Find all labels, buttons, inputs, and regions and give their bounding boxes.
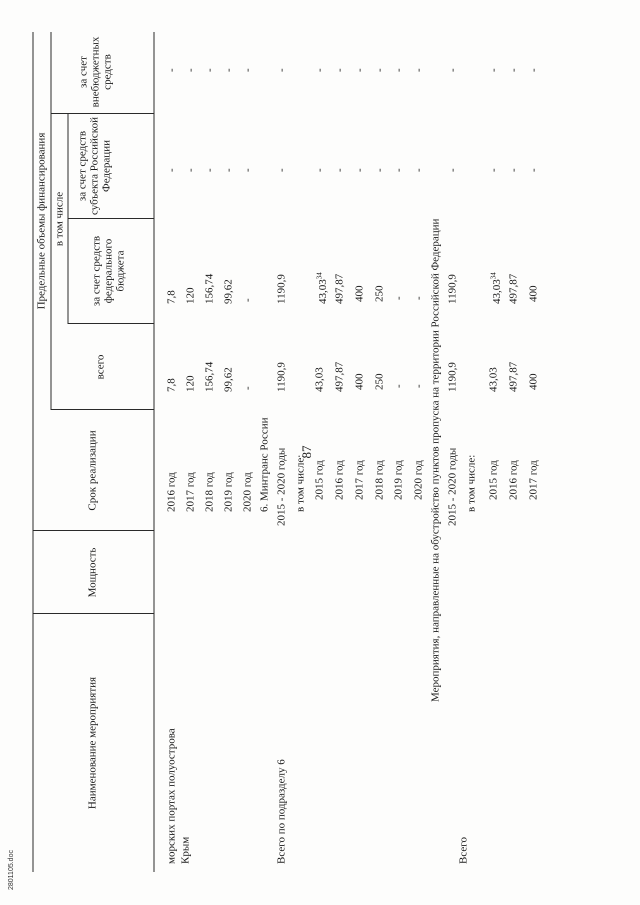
extra-cell: - (373, 68, 386, 72)
col-divider (51, 113, 154, 114)
federal-cell: 497,87 (333, 273, 346, 304)
regional-cell: - (412, 168, 425, 172)
extra-cell: - (313, 68, 326, 72)
regional-cell: - (222, 168, 235, 172)
federal-cell: 1190,9 (275, 274, 288, 304)
total-cell: 43,03 (487, 367, 500, 392)
federal-cell: 120 (184, 287, 197, 304)
extra-cell: - (241, 68, 254, 72)
total-cell: 250 (373, 373, 386, 390)
section-title: Мероприятия, направленные на обустройство пунктов пропуска на территории Российской Федерации (429, 218, 442, 702)
total-cell: 497,87 (333, 361, 346, 392)
extra-cell: - (203, 68, 216, 72)
header-bottom-rule (154, 32, 155, 872)
total-cell: 99,62 (222, 367, 235, 392)
summary-label: Всего по подразделу 6 (275, 759, 288, 864)
federal-cell: 99,62 (222, 279, 235, 304)
regional-cell: - (392, 168, 405, 172)
extra-cell: - (527, 68, 540, 72)
header-name: Наименование мероприятия (86, 676, 99, 810)
header-funding-group: Предельные объемы финансирования (35, 132, 48, 310)
federal-cell (488, 272, 504, 304)
budget-table (33, 32, 608, 872)
federal-cell: 400 (527, 285, 540, 302)
regional-cell: - (165, 168, 178, 172)
federal-value: 43,03 (491, 279, 504, 304)
header-total: всего (94, 354, 107, 380)
regional-cell: - (275, 168, 288, 172)
regional-cell: - (507, 168, 520, 172)
year-cell: 2017 год (527, 460, 540, 500)
year-cell: 2017 год (184, 472, 197, 512)
total-cell: 1190,9 (446, 362, 459, 392)
header-federal: за счет средств федерального бюджета (90, 235, 127, 307)
period-cell: 2015 - 2020 годы (446, 447, 459, 526)
including-header-rule (68, 114, 69, 324)
year-cell: 2018 год (373, 460, 386, 500)
year-cell: 2018 год (203, 472, 216, 512)
federal-cell: 250 (373, 285, 386, 302)
year-cell: 2015 год (487, 460, 500, 500)
federal-cell: - (392, 296, 405, 300)
col-divider (68, 323, 154, 324)
total-cell: 120 (184, 375, 197, 392)
extra-cell: - (222, 68, 235, 72)
file-footer: 2801105.doc (8, 850, 15, 890)
extra-cell: - (333, 68, 346, 72)
regional-cell: - (203, 168, 216, 172)
federal-cell: 497,87 (507, 273, 520, 304)
federal-cell: 400 (353, 285, 366, 302)
extra-cell: - (392, 68, 405, 72)
year-cell: 2020 год (412, 460, 425, 500)
extra-cell: - (275, 68, 288, 72)
total-cell: - (392, 384, 405, 388)
extra-cell: - (487, 68, 500, 72)
col-divider (68, 218, 154, 219)
extra-cell: - (507, 68, 520, 72)
footnote-ref: 34 (315, 272, 324, 280)
extra-cell: - (446, 68, 459, 72)
row-name: Крым (179, 836, 192, 864)
extra-cell: - (353, 68, 366, 72)
table-top-rule (33, 32, 34, 872)
regional-cell: - (313, 168, 326, 172)
extra-cell: - (165, 68, 178, 72)
header-extra: за счет внебюджетных средств (77, 36, 114, 108)
total-cell: 156,74 (203, 361, 216, 392)
federal-cell: 1190,9 (446, 274, 459, 304)
regional-cell: - (373, 168, 386, 172)
extra-cell: - (412, 68, 425, 72)
extra-cell: - (184, 68, 197, 72)
federal-cell: 7,8 (165, 290, 178, 304)
year-cell: 2017 год (353, 460, 366, 500)
total-cell: 7,8 (165, 378, 178, 392)
header-including: в том числе (53, 191, 66, 247)
regional-cell: - (446, 168, 459, 172)
period-cell: 2015 - 2020 годы (275, 447, 288, 526)
total-cell: 1190,9 (275, 362, 288, 392)
regional-cell: - (333, 168, 346, 172)
year-cell: 2019 год (392, 460, 405, 500)
year-cell: 2020 год (241, 472, 254, 512)
summary-label: Всего (457, 837, 470, 864)
total-cell: 497,87 (507, 361, 520, 392)
federal-cell: 156,74 (203, 273, 216, 304)
federal-cell (314, 272, 330, 304)
regional-cell: - (184, 168, 197, 172)
including-label: в том числе: (465, 454, 478, 512)
total-cell: - (412, 384, 425, 388)
total-cell: 400 (353, 373, 366, 390)
footnote-ref: 34 (489, 272, 498, 280)
total-cell: 400 (527, 373, 540, 390)
page-number: 87 (299, 445, 314, 459)
header-regional: за счет средств субъекта Российской Федерации (76, 117, 113, 215)
including-label: в том числе: (294, 454, 307, 512)
header-period: Срок реализации (86, 430, 99, 511)
federal-cell: - (412, 296, 425, 300)
year-cell: 2016 год (507, 460, 520, 500)
regional-cell: - (487, 168, 500, 172)
section-title: 6. Минтранс России (258, 417, 271, 512)
federal-value: 43,03 (317, 279, 330, 304)
header-capacity: Мощность (86, 547, 99, 598)
year-cell: 2019 год (222, 472, 235, 512)
year-cell: 2016 год (333, 460, 346, 500)
regional-cell: - (241, 168, 254, 172)
total-cell: - (241, 386, 254, 390)
year-cell: 2015 год (313, 460, 326, 500)
federal-cell: - (241, 298, 254, 302)
regional-cell: - (353, 168, 366, 172)
total-cell: 43,03 (313, 367, 326, 392)
year-cell: 2016 год (165, 472, 178, 512)
regional-cell: - (527, 168, 540, 172)
funding-header-rule (51, 32, 52, 410)
row-name: морских портах полуострова (165, 728, 178, 864)
